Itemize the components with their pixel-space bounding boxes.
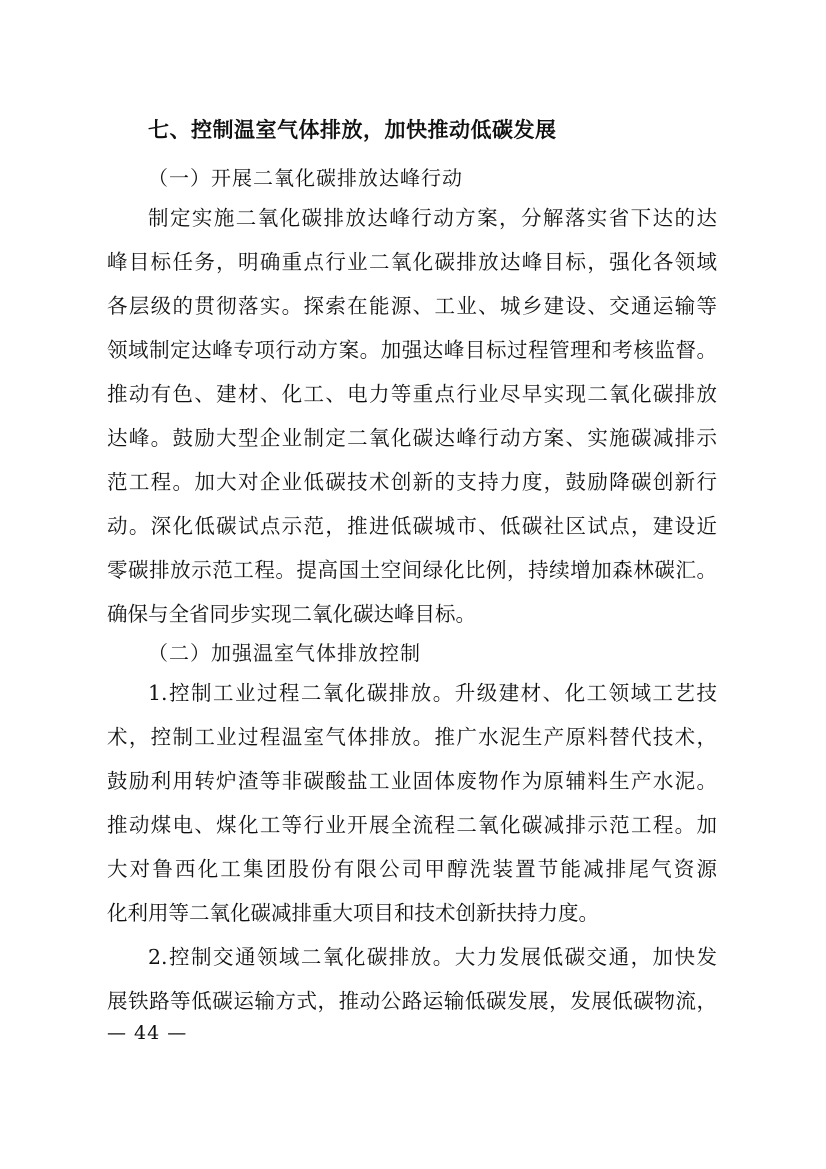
paragraph-line: 展铁路等低碳运输方式，推动公路运输低碳发展，发展低碳物流， xyxy=(107,989,717,1013)
paragraph-line: 动。深化低碳试点示范，推进低碳城市、低碳社区试点，建设近 xyxy=(107,514,717,538)
paragraph-line: 制定实施二氧化碳排放达峰行动方案，分解落实省下达的达 xyxy=(148,206,717,230)
paragraph-line: 零碳排放示范工程。提高国土空间绿化比例，持续增加森林碳汇。 xyxy=(107,558,717,582)
paragraph-line: 化利用等二氧化碳减排重大项目和技术创新扶持力度。 xyxy=(107,901,599,925)
paragraph-line: 推动煤电、煤化工等行业开展全流程二氧化碳减排示范工程。加 xyxy=(107,813,717,837)
paragraph-line: 达峰。鼓励大型企业制定二氧化碳达峰行动方案、实施碳减排示 xyxy=(107,426,717,450)
paragraph-line: 2.控制交通领域二氧化碳排放。大力发展低碳交通，加快发 xyxy=(148,945,717,969)
paragraph-line: 范工程。加大对企业低碳技术创新的支持力度，鼓励降碳创新行 xyxy=(107,470,717,494)
subsection-title-2: （二）加强温室气体排放控制 xyxy=(148,641,421,665)
paragraph-line: 确保与全省同步实现二氧化碳达峰目标。 xyxy=(107,602,476,626)
paragraph-line: 术，控制工业过程温室气体排放。推广水泥生产原料替代技术， xyxy=(107,725,717,749)
paragraph-line: 推动有色、建材、化工、电力等重点行业尽早实现二氧化碳排放 xyxy=(107,382,717,406)
subsection-title-1: （一）开展二氧化碳排放达峰行动 xyxy=(148,166,463,190)
paragraph-line: 领域制定达峰专项行动方案。加强达峰目标过程管理和考核监督。 xyxy=(107,338,717,362)
paragraph-line: 鼓励利用转炉渣等非碳酸盐工业固体废物作为原辅料生产水泥。 xyxy=(107,769,717,793)
paragraph-line: 各层级的贯彻落实。探索在能源、工业、城乡建设、交通运输等 xyxy=(107,294,717,318)
section-heading: 七、控制温室气体排放，加快推动低碳发展 xyxy=(148,118,557,142)
paragraph-line: 1.控制工业过程二氧化碳排放。升级建材、化工领域工艺技 xyxy=(148,681,717,705)
paragraph-line: 大对鲁西化工集团股份有限公司甲醇洗装置节能减排尾气资源 xyxy=(107,857,717,881)
paragraph-line: 峰目标任务，明确重点行业二氧化碳排放达峰目标，强化各领域 xyxy=(107,250,717,274)
page-number: — 44 — xyxy=(107,1022,188,1044)
